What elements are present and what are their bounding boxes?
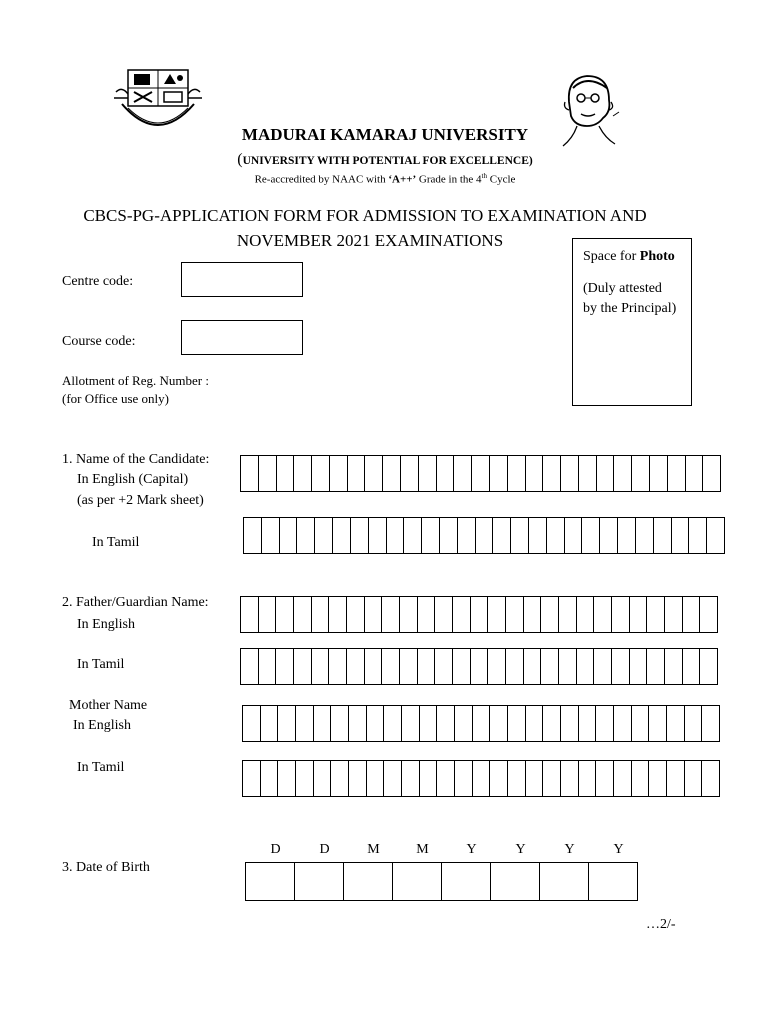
character-box[interactable] xyxy=(707,518,725,553)
character-box[interactable] xyxy=(493,518,511,553)
character-box[interactable] xyxy=(241,597,259,632)
dob-label: 3. Date of Birth xyxy=(62,860,150,875)
character-box[interactable] xyxy=(314,706,332,741)
character-box[interactable] xyxy=(632,456,650,491)
character-box[interactable] xyxy=(582,518,600,553)
character-box[interactable] xyxy=(401,456,419,491)
father-name-label: 2. Father/Guardian Name: xyxy=(62,595,209,610)
character-box[interactable] xyxy=(565,518,583,553)
character-box[interactable] xyxy=(543,456,561,491)
character-box[interactable] xyxy=(437,761,455,796)
character-box[interactable] xyxy=(703,456,721,491)
character-box[interactable] xyxy=(312,649,330,684)
character-box[interactable] xyxy=(384,761,402,796)
character-box[interactable] xyxy=(369,518,387,553)
character-box[interactable] xyxy=(331,761,349,796)
character-box[interactable] xyxy=(419,456,437,491)
character-box[interactable] xyxy=(437,456,455,491)
character-box[interactable] xyxy=(561,706,579,741)
character-box[interactable] xyxy=(420,761,438,796)
character-box[interactable] xyxy=(600,518,618,553)
character-box[interactable] xyxy=(455,761,473,796)
candidate-name-label: 1. Name of the Candidate: xyxy=(62,452,210,467)
character-box[interactable] xyxy=(276,597,294,632)
dob-column-header: M xyxy=(416,842,429,857)
character-box[interactable] xyxy=(296,706,314,741)
character-box[interactable] xyxy=(630,649,648,684)
character-box[interactable] xyxy=(312,597,330,632)
character-box[interactable] xyxy=(400,597,418,632)
allotment-note: (for Office use only) xyxy=(62,391,169,406)
character-box[interactable] xyxy=(365,597,383,632)
mother-name-tamil-boxes[interactable] xyxy=(242,760,720,797)
character-box[interactable] xyxy=(702,706,720,741)
character-box[interactable] xyxy=(511,518,529,553)
character-box[interactable] xyxy=(349,761,367,796)
character-box[interactable] xyxy=(422,518,440,553)
character-box[interactable] xyxy=(294,456,312,491)
page-continuation-marker: …2/- xyxy=(646,917,676,932)
character-box[interactable] xyxy=(241,456,259,491)
character-box[interactable] xyxy=(490,456,508,491)
character-box[interactable] xyxy=(471,649,489,684)
character-box[interactable] xyxy=(685,761,703,796)
character-box[interactable] xyxy=(614,761,632,796)
character-box[interactable] xyxy=(367,761,385,796)
dob-column-header: Y xyxy=(466,842,477,857)
character-box[interactable] xyxy=(418,597,436,632)
character-box[interactable] xyxy=(294,649,312,684)
character-box[interactable] xyxy=(243,706,261,741)
character-box[interactable] xyxy=(344,863,393,900)
character-box[interactable] xyxy=(241,649,259,684)
character-box[interactable] xyxy=(387,518,405,553)
character-box[interactable] xyxy=(347,649,365,684)
character-box[interactable] xyxy=(347,597,365,632)
character-box[interactable] xyxy=(668,456,686,491)
character-box[interactable] xyxy=(526,761,544,796)
character-box[interactable] xyxy=(541,649,559,684)
form-title-line2: NOVEMBER 2021 EXAMINATIONS xyxy=(236,231,504,250)
character-box[interactable] xyxy=(540,863,589,900)
character-box[interactable] xyxy=(524,597,542,632)
centre-code-field[interactable] xyxy=(181,262,303,297)
character-box[interactable] xyxy=(547,518,565,553)
character-box[interactable] xyxy=(259,649,277,684)
character-box[interactable] xyxy=(490,706,508,741)
character-box[interactable] xyxy=(471,597,489,632)
character-box[interactable] xyxy=(686,456,704,491)
character-box[interactable] xyxy=(559,597,577,632)
father-tamil-label: In Tamil xyxy=(77,657,125,672)
character-box[interactable] xyxy=(473,761,491,796)
character-box[interactable] xyxy=(472,456,490,491)
character-box[interactable] xyxy=(683,649,701,684)
character-box[interactable] xyxy=(297,518,315,553)
character-box[interactable] xyxy=(294,597,312,632)
character-box[interactable] xyxy=(367,706,385,741)
character-box[interactable] xyxy=(453,649,471,684)
character-box[interactable] xyxy=(382,649,400,684)
character-box[interactable] xyxy=(667,706,685,741)
character-box[interactable] xyxy=(526,706,544,741)
character-box[interactable] xyxy=(689,518,707,553)
character-box[interactable] xyxy=(349,706,367,741)
character-box[interactable] xyxy=(276,649,294,684)
character-box[interactable] xyxy=(561,456,579,491)
character-box[interactable] xyxy=(296,761,314,796)
character-box[interactable] xyxy=(632,761,650,796)
character-box[interactable] xyxy=(454,456,472,491)
centre-code-label: Centre code: xyxy=(62,274,134,289)
character-box[interactable] xyxy=(702,761,720,796)
character-box[interactable] xyxy=(612,649,630,684)
character-box[interactable] xyxy=(597,456,615,491)
character-box[interactable] xyxy=(683,597,701,632)
character-box[interactable] xyxy=(594,597,612,632)
dob-column-header: M xyxy=(367,842,380,857)
character-box[interactable] xyxy=(543,761,561,796)
character-box[interactable] xyxy=(579,706,597,741)
dob-column-header: D xyxy=(319,842,330,857)
character-box[interactable] xyxy=(488,597,506,632)
character-box[interactable] xyxy=(404,518,422,553)
candidate-name-tamil-boxes[interactable] xyxy=(243,517,725,554)
character-box[interactable] xyxy=(596,706,614,741)
character-box[interactable] xyxy=(458,518,476,553)
character-box[interactable] xyxy=(333,518,351,553)
dob-column-header: D xyxy=(270,842,281,857)
character-box[interactable] xyxy=(630,597,648,632)
candidate-tamil-label: In Tamil xyxy=(92,535,140,550)
mother-tamil-label: In Tamil xyxy=(77,760,125,775)
character-box[interactable] xyxy=(278,761,296,796)
character-box[interactable] xyxy=(672,518,690,553)
character-box[interactable] xyxy=(259,456,277,491)
father-english-label: In English xyxy=(77,617,135,632)
character-box[interactable] xyxy=(278,706,296,741)
character-box[interactable] xyxy=(506,597,524,632)
character-box[interactable] xyxy=(312,456,330,491)
character-box[interactable] xyxy=(488,649,506,684)
character-box[interactable] xyxy=(329,597,347,632)
character-box[interactable] xyxy=(577,649,595,684)
character-box[interactable] xyxy=(315,518,333,553)
character-box[interactable] xyxy=(577,597,595,632)
university-subtitle: (UNIVERSITY WITH POTENTIAL FOR EXCELLENCE) xyxy=(237,151,533,168)
character-box[interactable] xyxy=(262,518,280,553)
character-box[interactable] xyxy=(647,597,665,632)
character-box[interactable] xyxy=(647,649,665,684)
candidate-english-label: In English (Capital) xyxy=(77,472,189,487)
character-box[interactable] xyxy=(529,518,547,553)
character-box[interactable] xyxy=(365,649,383,684)
character-box[interactable] xyxy=(508,706,526,741)
character-box[interactable] xyxy=(244,518,262,553)
character-box[interactable] xyxy=(650,456,668,491)
character-box[interactable] xyxy=(632,706,650,741)
course-code-label: Course code: xyxy=(62,334,136,349)
character-box[interactable] xyxy=(435,649,453,684)
character-box[interactable] xyxy=(455,706,473,741)
father-name-tamil-boxes[interactable] xyxy=(240,648,718,685)
character-box[interactable] xyxy=(667,761,685,796)
accreditation-line: Re-accredited by NAAC with ‘A++’ Grade in the 4th Cycle xyxy=(254,172,516,186)
character-box[interactable] xyxy=(612,597,630,632)
character-box[interactable] xyxy=(420,706,438,741)
character-box[interactable] xyxy=(490,761,508,796)
character-box[interactable] xyxy=(402,706,420,741)
character-box[interactable] xyxy=(400,649,418,684)
character-box[interactable] xyxy=(351,518,369,553)
character-box[interactable] xyxy=(476,518,494,553)
character-box[interactable] xyxy=(295,863,344,900)
character-box[interactable] xyxy=(654,518,672,553)
dob-boxes[interactable] xyxy=(245,862,638,901)
mother-name-english-boxes[interactable] xyxy=(242,705,720,742)
candidate-name-english-boxes[interactable] xyxy=(240,455,721,492)
university-name: MADURAI KAMARAJ UNIVERSITY xyxy=(241,125,529,144)
character-box[interactable] xyxy=(561,761,579,796)
character-box[interactable] xyxy=(393,863,442,900)
course-code-field[interactable] xyxy=(181,320,303,355)
character-box[interactable] xyxy=(508,456,526,491)
character-box[interactable] xyxy=(543,706,561,741)
character-box[interactable] xyxy=(649,706,667,741)
character-box[interactable] xyxy=(665,649,683,684)
character-box[interactable] xyxy=(491,863,540,900)
photo-box-title: Space for Photo xyxy=(583,249,675,264)
character-box[interactable] xyxy=(402,761,420,796)
character-box[interactable] xyxy=(261,761,279,796)
character-box[interactable] xyxy=(579,761,597,796)
character-box[interactable] xyxy=(685,706,703,741)
character-box[interactable] xyxy=(314,761,332,796)
character-box[interactable] xyxy=(579,456,597,491)
character-box[interactable] xyxy=(348,456,366,491)
character-box[interactable] xyxy=(559,649,577,684)
father-name-english-boxes[interactable] xyxy=(240,596,718,633)
candidate-marksheet-note: (as per +2 Mark sheet) xyxy=(77,493,204,508)
photo-box-note-2: by the Principal) xyxy=(583,301,677,316)
character-box[interactable] xyxy=(541,597,559,632)
character-box[interactable] xyxy=(636,518,654,553)
character-box[interactable] xyxy=(700,649,718,684)
character-box[interactable] xyxy=(506,649,524,684)
character-box[interactable] xyxy=(596,761,614,796)
character-box[interactable] xyxy=(280,518,298,553)
character-box[interactable] xyxy=(614,706,632,741)
character-box[interactable] xyxy=(453,597,471,632)
character-box[interactable] xyxy=(700,597,718,632)
photo-box-note-1: (Duly attested xyxy=(583,281,662,296)
allotment-label: Allotment of Reg. Number : xyxy=(62,373,209,388)
character-box[interactable] xyxy=(418,649,436,684)
character-box[interactable] xyxy=(243,761,261,796)
character-box[interactable] xyxy=(589,863,638,900)
character-box[interactable] xyxy=(473,706,491,741)
character-box[interactable] xyxy=(382,597,400,632)
mother-name-label: Mother Name xyxy=(69,698,148,713)
character-box[interactable] xyxy=(614,456,632,491)
dob-column-header: Y xyxy=(613,842,624,857)
character-box[interactable] xyxy=(261,706,279,741)
character-box[interactable] xyxy=(259,597,277,632)
character-box[interactable] xyxy=(329,649,347,684)
character-box[interactable] xyxy=(437,706,455,741)
character-box[interactable] xyxy=(442,863,491,900)
character-box[interactable] xyxy=(665,597,683,632)
character-box[interactable] xyxy=(440,518,458,553)
character-box[interactable] xyxy=(618,518,636,553)
character-box[interactable] xyxy=(331,706,349,741)
character-box[interactable] xyxy=(330,456,348,491)
mother-english-label: In English xyxy=(73,718,131,733)
character-box[interactable] xyxy=(277,456,295,491)
dob-column-header: Y xyxy=(515,842,526,857)
character-box[interactable] xyxy=(383,456,401,491)
character-box[interactable] xyxy=(526,456,544,491)
character-box[interactable] xyxy=(246,863,295,900)
photo-box xyxy=(572,238,692,406)
form-title-line1: CBCS-PG-APPLICATION FORM FOR ADMISSION TO EXAMINATION AND xyxy=(83,206,647,225)
character-box[interactable] xyxy=(365,456,383,491)
dob-column-header: Y xyxy=(564,842,575,857)
character-box[interactable] xyxy=(384,706,402,741)
character-box[interactable] xyxy=(649,761,667,796)
character-box[interactable] xyxy=(594,649,612,684)
character-box[interactable] xyxy=(435,597,453,632)
character-box[interactable] xyxy=(508,761,526,796)
character-box[interactable] xyxy=(524,649,542,684)
